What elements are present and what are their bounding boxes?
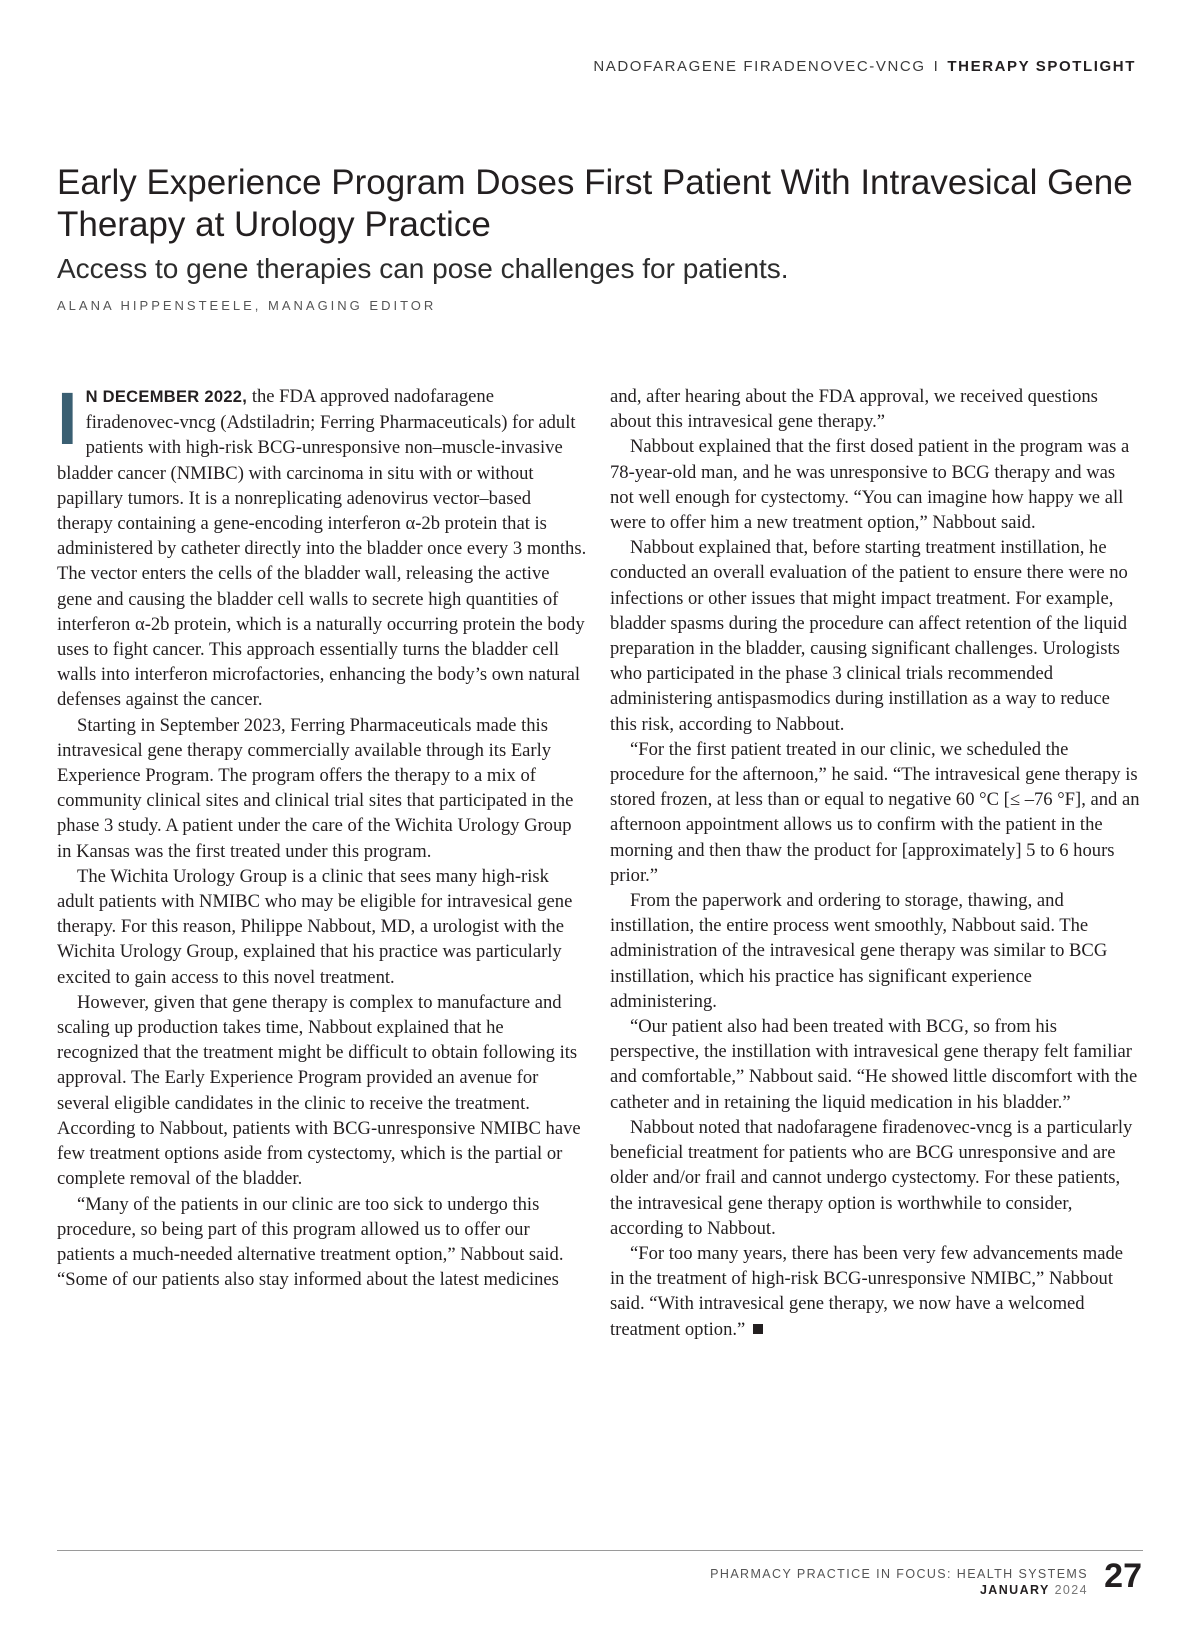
page-number: 27 (1104, 1557, 1142, 1595)
drop-cap: I (57, 377, 78, 460)
paragraph: Nabbout explained that, before starting treatment instillation, he conducted an overall evaluation of the patient to ensure there were no infections or other issues that might impact treatment. For example, bladder spasms during the procedure can affect retention of the liquid preparation in the bladder, causing significant challenges. Urologists who participated in the phase 3 clinical trials recommended administering antispasmodics during instillation as a way to reduce this risk, according to Nabbout. (610, 537, 1128, 735)
paragraph: “For the first patient treated in our clinic, we scheduled the procedure for the afternoon,” he said. “The intravesical gene therapy is stored frozen, at less than or equal to negative 60 °C [≤ –76 °F], and an afternoon appointment allows us to confirm with the patient in the morning and then thaw the product for [approximately] 5 to 6 hours prior.” (610, 738, 1140, 886)
paragraph: “Many of the patients in our clinic are too sick to undergo this procedure, so being part of this program allowed us to offer our patients a much-needed alternative treatment option,” Nabbout said. “Some of our patients also stay informed about the latest medicines (57, 1193, 564, 1291)
running-head (593, 58, 1136, 75)
article-title: Early Experience Program Doses First Patient With Intravesical Gene Therapy at Urology Practice (57, 163, 1133, 244)
paragraph: Nabbout explained that the first dosed patient in the program was a 78-year-old man, and he was unresponsive to BCG therapy and was not well enough for cystectomy. “You can imagine how happy we all were to offer him a new treatment option,” Nabbout said. (610, 436, 1130, 534)
end-mark-icon (753, 1324, 763, 1334)
footer-divider (57, 1550, 1143, 1551)
paragraph: “Our patient also had been treated with BCG, so from his perspective, the instillation with intravesical gene therapy felt familiar and comfortable,” Nabbout said. “He showed little discomfort with the catheter and in retaining the liquid medication in his bladder.” (610, 1016, 1138, 1113)
article-column-left (57, 377, 587, 1292)
paragraph: From the paperwork and ordering to storage, thawing, and instillation, the entire process went smoothly, Nabbout said. The administration of the intravesical gene therapy was similar to BCG instillation, which his practice has significant experience administering. (610, 890, 1108, 1012)
article-byline: ALANA HIPPENSTEELE, MANAGING EDITOR (57, 298, 437, 313)
footer-publication: PHARMACY PRACTICE IN FOCUS: HEALTH SYSTEMS (710, 1567, 1088, 1581)
paragraph: The Wichita Urology Group is a clinic that sees many high-risk adult patients with NMIBC who may be eligible for intravesical gene therapy. For this reason, Philippe Nabbout, MD, a urologist with the Wichita Urology Group, explained that his practice was particularly excited to gain access to this novel treatment. (57, 865, 573, 988)
running-head-section: THERAPY SPOTLIGHT (947, 58, 1136, 75)
footer-issue-year: 2024 (1054, 1583, 1088, 1597)
lead-in: N DECEMBER 2022, (85, 388, 248, 406)
final-paragraph (610, 1241, 1140, 1342)
lead-paragraph (57, 377, 587, 713)
footer-issue-month: JANUARY (979, 1583, 1050, 1597)
paragraph: and, after hearing about the FDA approval, we received questions about this intravesical gene therapy.” (610, 386, 1098, 433)
running-head-product: NADOFARAGENE FIRADENOVEC-VNCG (593, 58, 926, 75)
paragraph: “For too many years, there has been very few advancements made in the treatment of high-risk BCG-unresponsive NMIBC,” Nabbout said. “With intravesical gene therapy, we now have a welcomed treatment option.” (610, 1242, 1124, 1340)
running-head-separator: I (933, 58, 940, 75)
article-column-right (610, 384, 1140, 1342)
article-subtitle: Access to gene therapies can pose challenges for patients. (57, 253, 789, 284)
paragraph: Starting in September 2023, Ferring Pharmaceuticals made this intravesical gene therapy commercially available through its Early Experience Program. The program offers the therapy to a mix of community clinical sites and clinical trial sites that participated in the phase 3 study. A patient under the care of the Wichita Urology Group in Kansas was the first treated under this program. (57, 714, 574, 862)
paragraph: the FDA approved nadofaragene firadenovec-vncg (Adstiladrin; Ferring Pharmaceuticals) for adult patients with high-risk BCG-unresponsive non–muscle-invasive bladder cancer (NMIBC) with carcinoma in situ with or without papillary tumors. It is a nonreplicating adenovirus vector–based therapy containing a gene-encoding interferon α-2b protein that is administered by catheter directly into the bladder once every 3 months. The vector enters the cells of the bladder wall, releasing the active gene and causing the bladder cell walls to secrete high quantities of interferon α-2b protein, which is a naturally occurring protein the body uses to fight cancer. This approach essentially turns the bladder cell walls into interferon microfactories, enhancing the body’s own natural defenses against the cancer. (57, 386, 587, 711)
footer-publication-info (710, 1566, 1088, 1598)
paragraph: Nabbout noted that nadofaragene firadenovec-vncg is a particularly beneficial treatment for patients who are BCG unresponsive and are older and/or frail and cannot undergo cystectomy. For these patients, the intravesical gene therapy option is worthwhile to consider, according to Nabbout. (610, 1116, 1133, 1239)
paragraph: However, given that gene therapy is complex to manufacture and scaling up production takes time, Nabbout explained that he recognized that the treatment might be difficult to obtain following its approval. The Early Experience Program provided an avenue for several eligible candidates in the clinic to receive the treatment. According to Nabbout, patients with BCG-unresponsive NMIBC have few treatment options aside from cystectomy, which is the partial or complete removal of the bladder. (57, 991, 581, 1190)
